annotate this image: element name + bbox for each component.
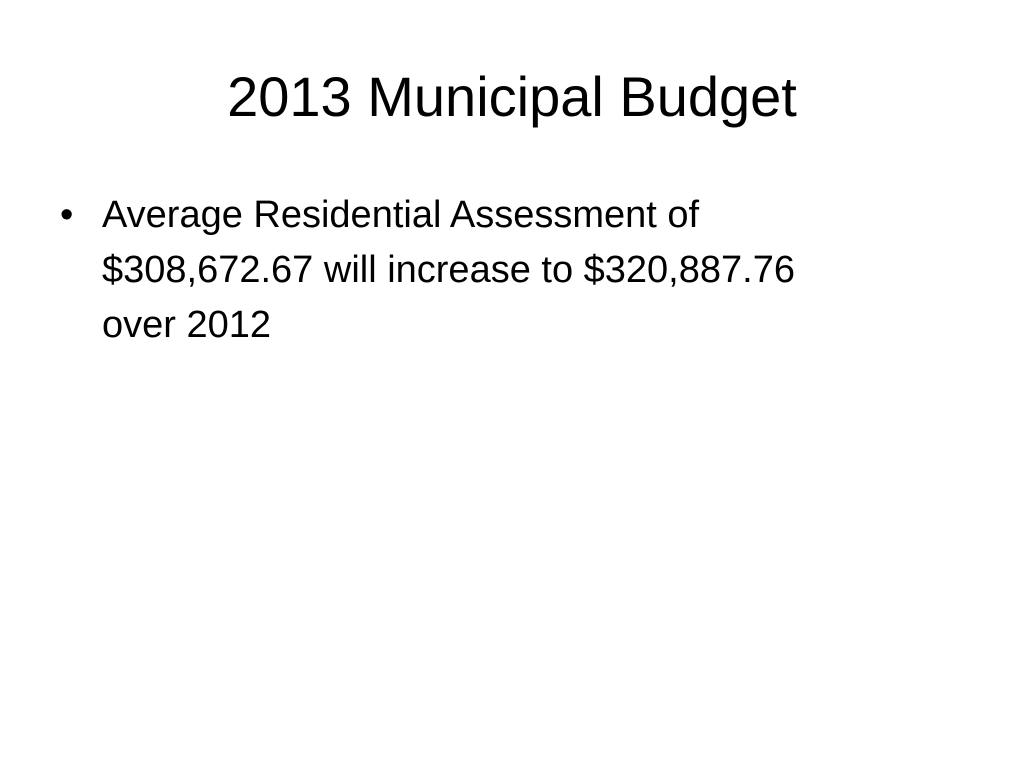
bullet-marker: • <box>60 194 74 236</box>
bullet-text-line-1: Average Residential Assessment of <box>102 194 700 236</box>
bullet-text-line-2: $308,672.67 will increase to $320,887.76 <box>102 249 795 291</box>
slide-title: 2013 Municipal Budget <box>227 65 797 128</box>
bullet-list <box>60 188 960 353</box>
bullet-text-line-3: over 2012 <box>102 304 272 346</box>
bullet-item <box>60 188 960 353</box>
